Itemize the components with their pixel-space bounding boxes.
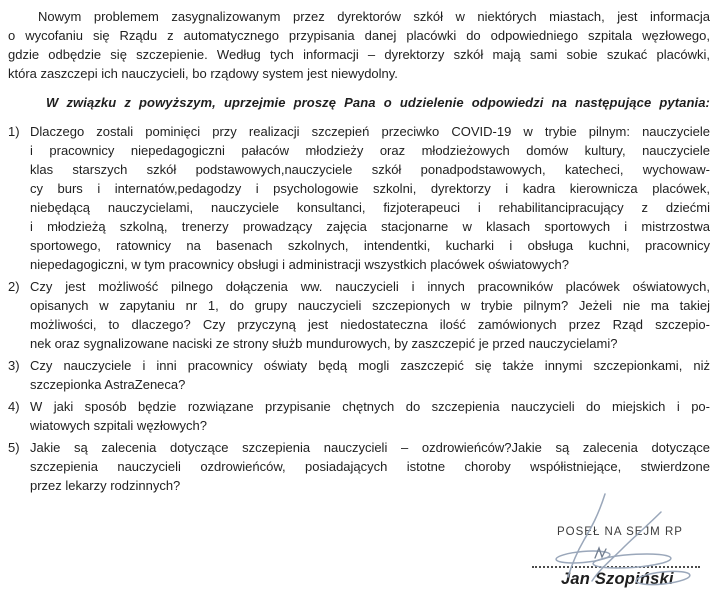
question-line: klas starszych szkół podstawowych,nauczyciele szkół ponadpodstawowych, katecheci, wychowaw- bbox=[30, 162, 710, 177]
signature-initials-mark bbox=[595, 548, 606, 558]
paragraph-line: gdzie odbędzie się szczepienie. Według tych informacji – dyrektorzy szkół mają sami sobie szukać placówki, bbox=[8, 47, 710, 62]
question-number: 5) bbox=[8, 440, 20, 455]
question-item-5 bbox=[8, 438, 710, 495]
signature-dotted-line bbox=[532, 566, 700, 568]
question-line: W jaki sposób będzie rozwiązane przypisanie chętnych do szczepienia nauczycieli do miejskich i po- bbox=[30, 399, 710, 414]
question-line: wiatowych szpitali węzłowych? bbox=[30, 418, 208, 433]
question-line: opisanych w zapytaniu nr 1, do grupy nauczycieli szczepionych w trybie pilnym? Jeżeli nie ma takiej bbox=[30, 298, 710, 313]
question-number: 1) bbox=[8, 124, 20, 139]
question-line: możliwości, to dlaczego? Czy przyczyną jest niedostateczna ilość zamówionych przez Rząd szczepio- bbox=[30, 317, 710, 332]
question-line: i pracownicy niepedagogiczni pałaców młodzieży oraz młodzieżowych domów kultury, nauczyciele bbox=[30, 143, 710, 158]
paragraph-line: która zaszczepi ich nauczycieli, bo rządowy system jest niewydolny. bbox=[8, 66, 398, 81]
signature-loop bbox=[556, 549, 611, 565]
question-line: cy burs i internatów,pedagodzy i psychologowie szkolni, dyrektorzy i kadra kierownicza placówek, bbox=[30, 181, 710, 196]
question-number: 2) bbox=[8, 279, 20, 294]
question-item-4 bbox=[8, 397, 710, 435]
question-item-1 bbox=[8, 122, 710, 274]
question-line: przez lekarzy rodzinnych? bbox=[30, 478, 181, 493]
question-line: Czy nauczyciele i inni pracownicy oświaty będą mogli zaszczepić się także innymi szczepionkami, niż bbox=[30, 358, 710, 373]
request-heading: W związku z powyższym, uprzejmie proszę Pana o udzielenie odpowiedzi na następujące pytania: bbox=[46, 95, 710, 110]
question-number: 4) bbox=[8, 399, 20, 414]
question-line: niepedagogiczni, w tym pracownicy obsługi i administracji wszystkich placówek oświatowych? bbox=[30, 257, 570, 272]
request-heading-wrap bbox=[8, 93, 710, 112]
question-line: Czy jest możliwość pilnego dołączenia ww. nauczycieli i innych pracowników placówek oświatowych, bbox=[30, 279, 710, 294]
question-line: szczepienia nauczycieli ozdrowieńców, posiadających istotne choroby współistniejące, stwierdzone bbox=[30, 459, 710, 474]
question-number: 3) bbox=[8, 358, 20, 373]
signature-name: Jan Szopiński bbox=[561, 570, 674, 588]
question-line: sportowego, ratownicy na basenach szkolnych, intendentki, kucharki i obsługa kuchni, pracownicy bbox=[30, 238, 710, 253]
letter-body bbox=[8, 7, 710, 498]
question-item-3 bbox=[8, 356, 710, 394]
signature-role-label: POSEŁ NA SEJM RP bbox=[557, 526, 683, 538]
question-line: niebędącą nauczycielami, nauczyciele konsultanci, fizjoterapeuci i rehabilitancipracujący z dziećmi bbox=[30, 200, 710, 215]
paragraph-line: Nowym problemem zasygnalizowanym przez dyrektorów szkół w niektórych miastach, jest informacja bbox=[38, 9, 710, 24]
intro-paragraph bbox=[8, 7, 710, 83]
paragraph-line: o wycofaniu się Rządu z automatycznego przypisania danej placówki do odpowiedniego szpitala węzłowego, bbox=[8, 28, 710, 43]
question-line: Dlaczego zostali pominięci przy realizacji szczepień przeciwko COVID-19 w trybie pilnym: nauczyciele bbox=[30, 124, 710, 139]
question-line: Jakie są zalecenia dotyczące szczepienia nauczycieli – ozdrowieńców?Jakie są zalecenia dotyczące bbox=[30, 440, 710, 455]
question-line: i młodzieżą szkolną, trenerzy prowadzący zajęcia stacjonarne w klasach sportowych i mistrzostwa bbox=[30, 219, 710, 234]
question-line: nek oraz sygnalizowane naciski ze strony służb mundurowych, by zaszczepić je przed nauczycielami? bbox=[30, 336, 618, 351]
question-line: szczepionka AstraZeneca? bbox=[30, 377, 186, 392]
question-item-2 bbox=[8, 277, 710, 353]
